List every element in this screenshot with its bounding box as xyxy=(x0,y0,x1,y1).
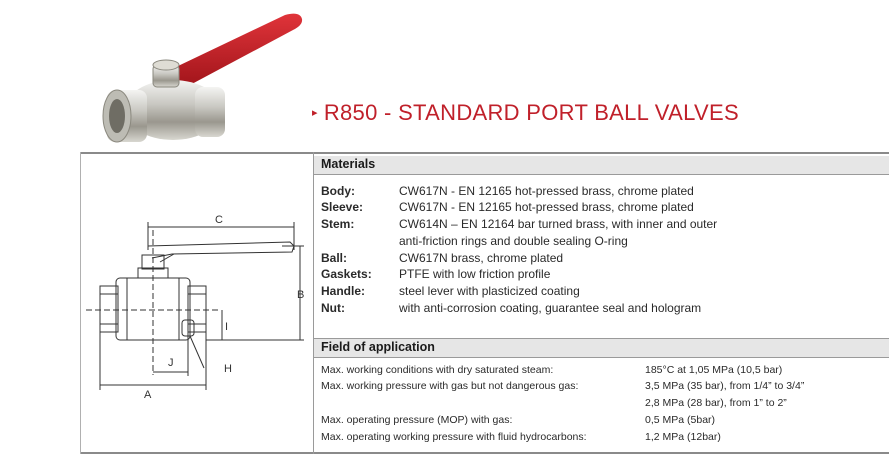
material-value: CW614N – EN 12164 bar turned brass, with inner and outer xyxy=(399,217,718,231)
material-label: Gaskets: xyxy=(321,267,372,281)
material-row xyxy=(321,266,881,282)
field-of-application-header xyxy=(314,338,889,358)
material-row xyxy=(321,283,881,299)
application-row xyxy=(321,412,881,428)
material-label: Nut: xyxy=(321,301,345,315)
material-value: PTFE with low friction profile xyxy=(399,267,551,281)
application-label: Max. working pressure with gas but not dangerous gas: xyxy=(321,380,579,392)
application-label: Max. operating working pressure with fluid hydrocarbons: xyxy=(321,431,587,443)
material-row xyxy=(321,199,881,215)
product-photo xyxy=(95,5,310,160)
material-row xyxy=(321,233,881,249)
material-row xyxy=(321,250,881,266)
material-value: CW617N - EN 12165 hot-pressed brass, chrome plated xyxy=(399,184,694,198)
material-label: Stem: xyxy=(321,217,355,231)
material-label: Sleeve: xyxy=(321,200,364,214)
application-label: Max. operating pressure (MOP) with gas: xyxy=(321,414,513,426)
application-row xyxy=(321,362,881,378)
material-row xyxy=(321,216,881,232)
table-left-rule xyxy=(80,152,81,454)
application-value: 1,2 MPa (12bar) xyxy=(645,431,721,443)
materials-header xyxy=(314,156,889,175)
application-row xyxy=(321,395,881,411)
label-j: J xyxy=(168,357,174,369)
material-row xyxy=(321,183,881,199)
material-value: anti-friction rings and double sealing O-ring xyxy=(399,234,628,248)
table-bottom-rule xyxy=(80,452,889,454)
material-row xyxy=(321,300,881,316)
material-value: CW617N - EN 12165 hot-pressed brass, chrome plated xyxy=(399,200,694,214)
table-top-rule xyxy=(80,152,889,154)
bullet-icon: ▸ xyxy=(312,107,318,119)
application-value: 0,5 MPa (5bar) xyxy=(645,414,716,426)
application-row xyxy=(321,429,881,445)
label-c: C xyxy=(215,214,223,226)
page-title xyxy=(312,100,739,126)
material-label: Handle: xyxy=(321,284,366,298)
label-h: H xyxy=(224,363,232,375)
application-value: 2,8 MPa (28 bar), from 1” to 2” xyxy=(645,397,787,409)
application-value: 3,5 MPa (35 bar), from 1/4” to 3/4” xyxy=(645,380,805,392)
column-divider xyxy=(313,152,314,454)
material-value: CW617N brass, chrome plated xyxy=(399,251,564,265)
application-row xyxy=(321,378,881,394)
label-i: I xyxy=(225,321,229,333)
materials-header-text: Materials xyxy=(321,157,376,171)
dimension-drawing xyxy=(82,160,312,450)
material-label: Ball: xyxy=(321,251,348,265)
material-value: with anti-corrosion coating, guarantee seal and hologram xyxy=(399,301,702,315)
label-b: B xyxy=(297,289,305,301)
application-value: 185°C at 1,05 MPa (10,5 bar) xyxy=(645,364,783,376)
field-header-text: Field of application xyxy=(321,340,435,354)
material-label: Body: xyxy=(321,184,355,198)
label-a: A xyxy=(144,389,152,401)
material-value: steel lever with plasticized coating xyxy=(399,284,580,298)
application-label: Max. working conditions with dry saturated steam: xyxy=(321,364,554,376)
title-text: R850 - STANDARD PORT BALL VALVES xyxy=(323,100,739,125)
